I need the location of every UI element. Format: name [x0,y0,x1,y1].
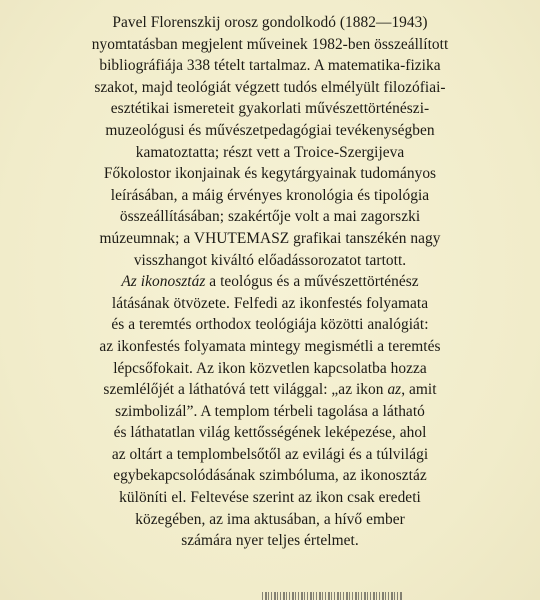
text-line: szakot, majd teológiát végzett tudós elmélyült filozófiai- [94,78,446,96]
text-line: Főkolostor ikonjainak és kegytárgyainak tudományos [103,165,437,183]
text-line: látásának ötvözete. Felfedi az ikonfestés folyamata [111,294,429,312]
text-line: múzeumnak; a VHUTEMASZ grafikai tanszékén nagy [99,229,441,247]
text-line: kamatoztatta; részt vett a Troice-Szergijeva [135,143,405,161]
text-line: Pavel Florenszkij orosz gondolkodó (1882—1943) [112,14,428,31]
text-line-quote [48,379,492,401]
text-line: bibliográfiája 338 tételt tartalmaz. A matematika-fizika [99,57,441,75]
text-line: egybekapcsolódásának szimbóluma, az ikonosztáz [113,467,427,485]
barcode-strip [262,592,402,600]
text-line: szimbolizál”. A templom térbeli tagolása a látható [115,402,425,420]
text-line: az oltárt a templombelsőtől az evilági és a túlvilági [111,445,429,463]
text-line: muzeológusi és művészetpedagógiai tevékenységben [105,121,435,139]
italic-word: az [387,381,402,399]
text-segment: szemlélőjét a láthatóvá tett világgal: „az ikon [103,381,388,399]
text-segment: , amit [401,381,437,399]
text-line: az ikonfestés folyamata mintegy megismétli a teremtés [99,337,441,355]
text-line: számára nyer teljes értelmet. [181,532,359,550]
text-line-book-title [48,271,492,293]
text-line: és láthatatlan világ kettősségének leképezése, ahol [113,424,427,442]
text-segment: a teológus és a művészettörténész [205,273,419,291]
text-line: esztétikai ismereteit gyakorlati művészettörténészi- [110,100,430,118]
text-line: visszhangot kiváltó előadássorozatot tartott. [133,251,407,269]
text-line: lépcsőfokait. Az ikon közvetlen kapcsolatba hozza [113,359,427,377]
text-line: nyomtatásban megjelent műveinek 1982-ben összeállított [91,35,449,53]
text-line: összeállításában; szakértője volt a mai zagorszki [119,208,421,226]
text-line: közegében, az ima aktusában, a hívő ember [135,510,405,528]
description-text [48,12,492,552]
book-title-italic: Az ikonosztáz [121,273,206,291]
text-line: különíti el. Feltevése szerint az ikon csak eredeti [119,489,421,507]
text-line: leírásában, a máig érvényes kronológia és tipológia [110,186,430,204]
text-line: és a teremtés orthodox teológiája közötti analógiát: [111,316,429,334]
